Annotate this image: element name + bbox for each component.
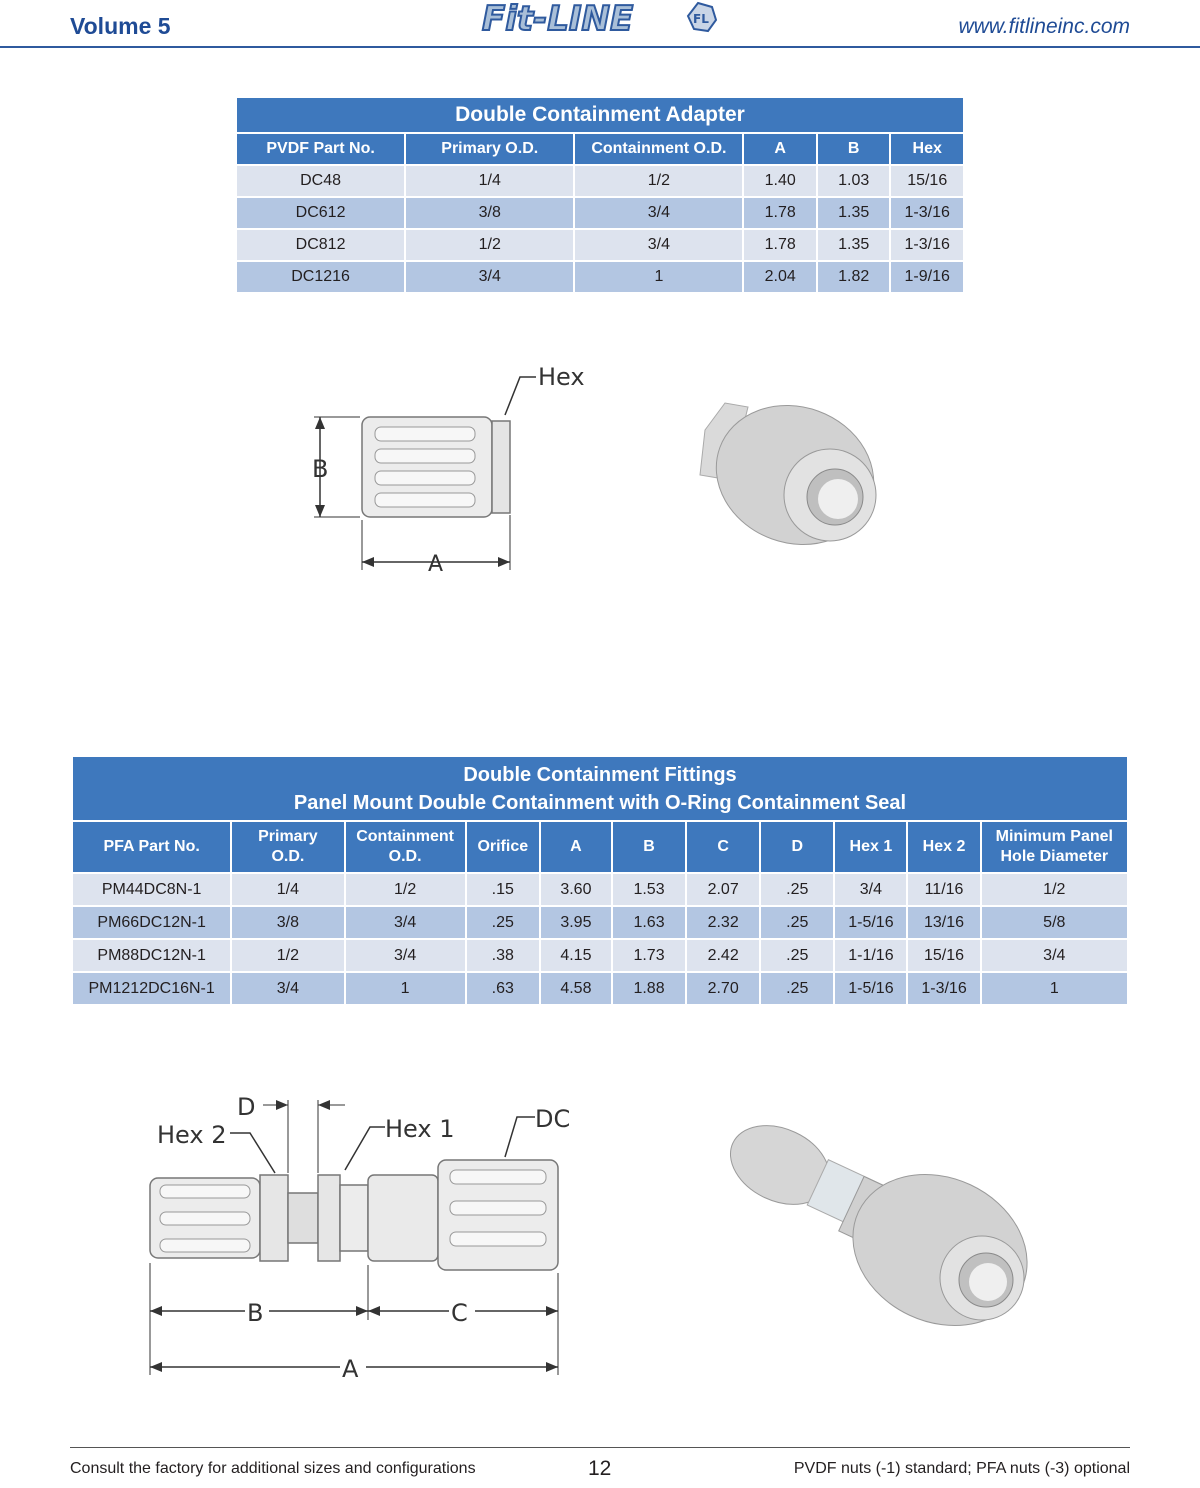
table-cell: 1 — [346, 973, 465, 1004]
table-cell: 1/4 — [232, 874, 343, 905]
panel-mount-column-header — [687, 822, 759, 872]
header-line: Hole Diameter — [1000, 848, 1109, 865]
adapter-column-header: B — [818, 134, 889, 164]
table-cell: .25 — [467, 907, 539, 938]
table-cell: 1/2 — [575, 166, 742, 196]
panel-mount-column-header — [908, 822, 979, 872]
table-cell: 1-5/16 — [835, 973, 906, 1004]
table-cell: .25 — [761, 874, 833, 905]
adapter-column-header: Containment O.D. — [575, 134, 742, 164]
table-cell: .25 — [761, 973, 833, 1004]
table-cell: 1-3/16 — [908, 973, 979, 1004]
panel-mount-column-header — [835, 822, 906, 872]
header-line: Primary — [258, 828, 318, 845]
table-cell: 1.35 — [818, 198, 889, 228]
table-row — [73, 973, 1127, 1004]
svg-text:Hex: Hex — [538, 363, 585, 391]
table-cell: 2.42 — [687, 940, 759, 971]
table-cell: 3/4 — [406, 262, 573, 292]
table-cell: 3/4 — [835, 874, 906, 905]
website-url[interactable]: www.fitlineinc.com — [958, 15, 1130, 38]
table-cell: 2.32 — [687, 907, 759, 938]
table-cell: 1 — [982, 973, 1127, 1004]
table-cell: 1/2 — [232, 940, 343, 971]
panel-mount-table-title — [73, 757, 1127, 820]
header-line: Hex 2 — [922, 838, 966, 855]
table-cell: 1.73 — [613, 940, 685, 971]
header-line: O.D. — [271, 848, 305, 865]
svg-text:D: D — [237, 1093, 256, 1121]
table-cell: 11/16 — [908, 874, 979, 905]
panel-mount-dimension-diagram — [145, 1085, 575, 1385]
footer-note-right: PVDF nuts (-1) standard; PFA nuts (-3) optional — [793, 1460, 1130, 1477]
table-cell: PM66DC12N-1 — [73, 907, 230, 938]
table-cell: 2.04 — [744, 262, 815, 292]
adapter-column-header: Hex — [891, 134, 963, 164]
table-cell: 1.35 — [818, 230, 889, 260]
table-cell: 1.78 — [744, 230, 815, 260]
table-cell: 1 — [575, 262, 742, 292]
table-cell: 1.53 — [613, 874, 685, 905]
table-cell: 15/16 — [891, 166, 963, 196]
table-cell: 3/8 — [232, 907, 343, 938]
table-cell: 3/4 — [346, 907, 465, 938]
table-cell: 3/4 — [575, 230, 742, 260]
table-cell: 3.60 — [541, 874, 611, 905]
table-cell: DC1216 — [237, 262, 404, 292]
header-line: C — [717, 838, 729, 855]
table-cell: 1.82 — [818, 262, 889, 292]
adapter-column-header: Primary O.D. — [406, 134, 573, 164]
table-row — [73, 940, 1127, 971]
table-cell: 15/16 — [908, 940, 979, 971]
table-cell: DC48 — [237, 166, 404, 196]
header-line: A — [570, 838, 582, 855]
table-cell: PM88DC12N-1 — [73, 940, 230, 971]
panel-mount-column-header — [346, 822, 465, 872]
table-cell: DC612 — [237, 198, 404, 228]
table-row — [73, 907, 1127, 938]
table-cell: 1-3/16 — [891, 198, 963, 228]
header-line: Orifice — [477, 838, 529, 855]
table-cell: 1/2 — [982, 874, 1127, 905]
page-header — [0, 0, 1200, 50]
svg-text:FL: FL — [693, 12, 709, 26]
svg-text:Hex 2: Hex 2 — [157, 1121, 227, 1149]
table-cell: DC812 — [237, 230, 404, 260]
table-cell: .38 — [467, 940, 539, 971]
table-cell: 5/8 — [982, 907, 1127, 938]
table-cell: 1.88 — [613, 973, 685, 1004]
table-cell: 1-5/16 — [835, 907, 906, 938]
table-cell: 1-9/16 — [891, 262, 963, 292]
table-cell: 3/4 — [575, 198, 742, 228]
table-row — [237, 262, 963, 292]
panel-mount-column-header — [467, 822, 539, 872]
header-line: O.D. — [388, 848, 422, 865]
panel-mount-column-header — [761, 822, 833, 872]
table-cell: PM1212DC16N-1 — [73, 973, 230, 1004]
table-cell: PM44DC8N-1 — [73, 874, 230, 905]
svg-text:A: A — [342, 1355, 359, 1383]
fitline-logo — [478, 0, 728, 42]
panel-mount-column-header — [73, 822, 230, 872]
table-cell: 1.40 — [744, 166, 815, 196]
footer-note-left: Consult the factory for additional sizes and configurations — [70, 1460, 476, 1477]
footer-divider — [70, 1447, 1130, 1448]
table-cell: 1/2 — [346, 874, 465, 905]
header-line: D — [791, 838, 804, 855]
page-number: 12 — [588, 1457, 612, 1480]
panel-mount-title-line1: Double Containment Fittings — [463, 763, 737, 786]
table-cell: 1.78 — [744, 198, 815, 228]
panel-mount-column-header — [232, 822, 343, 872]
svg-text:B: B — [312, 455, 329, 483]
panel-mount-column-header — [541, 822, 611, 872]
table-cell: .25 — [761, 940, 833, 971]
header-line: PFA Part No. — [103, 838, 200, 855]
header-line: Hex 1 — [849, 838, 893, 855]
panel-mount-spec-table — [71, 755, 1129, 1006]
svg-text:A: A — [428, 552, 444, 577]
table-cell: .25 — [761, 907, 833, 938]
table-cell: 1/4 — [406, 166, 573, 196]
svg-text:Hex 1: Hex 1 — [385, 1115, 455, 1143]
adapter-column-header: PVDF Part No. — [237, 134, 404, 164]
table-cell: 1-3/16 — [891, 230, 963, 260]
panel-mount-column-header — [982, 822, 1127, 872]
table-cell: 3/4 — [346, 940, 465, 971]
table-row — [237, 166, 963, 196]
table-row — [73, 874, 1127, 905]
table-cell: 2.70 — [687, 973, 759, 1004]
svg-text:B: B — [247, 1299, 264, 1327]
panel-mount-column-header — [613, 822, 685, 872]
table-cell: 1/2 — [406, 230, 573, 260]
adapter-photo — [690, 395, 890, 555]
adapter-table-title: Double Containment Adapter — [237, 98, 963, 132]
table-row — [237, 198, 963, 228]
svg-text:DC: DC — [535, 1105, 571, 1133]
table-cell: .63 — [467, 973, 539, 1004]
table-cell: 1-1/16 — [835, 940, 906, 971]
adapter-dimension-diagram — [300, 355, 600, 580]
header-line: Minimum Panel — [995, 828, 1113, 845]
table-cell: 3/4 — [982, 940, 1127, 971]
panel-mount-photo — [720, 1120, 1040, 1340]
table-cell: 3/4 — [232, 973, 343, 1004]
volume-label: Volume 5 — [70, 13, 171, 39]
table-cell: 1.63 — [613, 907, 685, 938]
header-divider — [0, 46, 1200, 48]
table-cell: .15 — [467, 874, 539, 905]
svg-text:Fit-LINE: Fit-LINE — [482, 0, 634, 39]
table-cell: 3/8 — [406, 198, 573, 228]
header-line: Containment — [356, 828, 454, 845]
adapter-column-header: A — [744, 134, 815, 164]
header-line: B — [643, 838, 655, 855]
table-cell: 1.03 — [818, 166, 889, 196]
table-cell: 3.95 — [541, 907, 611, 938]
table-cell: 13/16 — [908, 907, 979, 938]
panel-mount-title-line2: Panel Mount Double Containment with O-Ring Containment Seal — [293, 791, 907, 814]
table-row — [237, 230, 963, 260]
adapter-spec-table — [235, 96, 965, 294]
svg-text:C: C — [451, 1299, 468, 1327]
table-cell: 2.07 — [687, 874, 759, 905]
table-cell: 4.58 — [541, 973, 611, 1004]
table-cell: 4.15 — [541, 940, 611, 971]
